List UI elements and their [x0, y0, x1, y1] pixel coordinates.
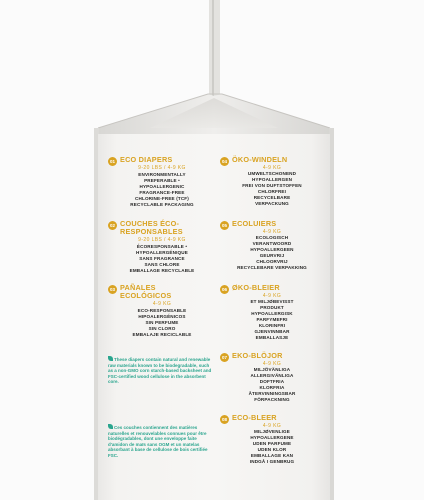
feature-line: ET MILJØBEVISST [250, 299, 294, 304]
block-title: ÖKO-WINDELN [232, 155, 288, 164]
feature-line: ÅTERVINNINGSBAR [248, 391, 296, 396]
seal-strip [209, 0, 220, 98]
block-title-line2: RESPONSABLES [120, 227, 183, 236]
feature-line: EMBALLASJE [255, 335, 289, 340]
eco-note-fr [108, 424, 212, 459]
feature-line: HYPOALLERGEN [251, 177, 293, 182]
number-badge: 04 [221, 159, 227, 164]
feature-line: SIN CLORO [148, 326, 176, 331]
weight-range: 9-20 LBS / 4-9 KG [138, 165, 186, 171]
feature-line: INDGÅ I GENBRUG [249, 459, 295, 464]
feature-line: VERPACKUNG [255, 201, 289, 206]
block-title: ØKO-BLEIER [232, 283, 280, 292]
feature-line: KLORINFRI [258, 323, 286, 328]
feature-line: PRODUKT [260, 305, 284, 310]
feature-line: RECYCELBARE [253, 195, 291, 200]
block-title: ECOLUIERS [232, 219, 277, 228]
weight-range: 9-20 LBS / 4-9 KG [138, 237, 186, 243]
feature-line: GEURVRIJ [259, 253, 285, 258]
block-title: EKO-BLÖJOR [232, 351, 283, 360]
feature-line: UDEN PARFUME [252, 441, 292, 446]
feature-line: CHLOORVRIJ [256, 259, 288, 264]
eco-note-text: Ces couches contiennent des matières naturelles et renouvelables connues pour être biodégradables, dont une enveloppe faite d'amidon de maïs sans OGM et un matelas absorbant à base de cellulose de bois certifiée FSC. [108, 425, 208, 458]
number-badge: 07 [221, 355, 227, 360]
weight-range: 4-9 KG [262, 293, 282, 299]
feature-line: MILJÖVÄNLIGA [253, 367, 291, 372]
feature-line: ECO-RESPONSABLE [137, 308, 187, 313]
feature-line: SIN PERFUME [145, 320, 179, 325]
feature-line: HYPOALLERGISK [251, 311, 293, 316]
feature-line: RECYCLEBARE VERPAKKING [237, 265, 307, 270]
feature-line: ALLERGIVÄNLIGA [250, 373, 294, 378]
feature-line: CHLORFREI [257, 189, 287, 194]
feature-line: HYPOALLERGENIC [139, 184, 185, 189]
feature-line: ENVIRONMENTALLY [138, 172, 186, 177]
feature-line: ECOLOGISCH [255, 235, 289, 240]
block-title: PAÑALES [120, 283, 156, 292]
block-title: COUCHES ÉCO- [120, 219, 180, 228]
feature-line: HYPOALLERGENE [250, 435, 294, 440]
info-panel [98, 134, 330, 500]
feature-line: CHLORINE-FREE (TCF) [135, 196, 189, 201]
feature-line: FREI VON DUFTSTOFFEN [242, 183, 302, 188]
weight-range: 4-9 KG [262, 423, 282, 429]
block-title: ECO DIAPERS [120, 155, 173, 164]
feature-line: KLORFRIA [259, 385, 285, 390]
feature-line: FRAGRANCE-FREE [139, 190, 185, 195]
feature-line: UMWELTSCHONEND [247, 171, 297, 176]
feature-line: VERANTWOORD [252, 241, 292, 246]
feature-line: SANS FRAGRANCE [139, 256, 185, 261]
feature-line: EMBALAJE RECICLABLE [132, 332, 192, 337]
number-badge: 01 [109, 159, 115, 164]
feature-line: GJENVINNBAR [254, 329, 290, 334]
number-badge: 02 [109, 223, 115, 228]
feature-line: HYPOALLERGEEN [250, 247, 294, 252]
eco-note-en [108, 356, 212, 385]
weight-range: 4-9 KG [152, 301, 172, 307]
weight-range: 4-9 KG [262, 229, 282, 235]
number-badge: 03 [109, 287, 115, 292]
feature-line: ÉCORESPONSABLE • [136, 244, 188, 249]
feature-line: HYPOALLERGÉNIQUE [136, 250, 188, 255]
feature-line: PREFERABLE • [144, 178, 180, 183]
weight-range: 4-9 KG [262, 165, 282, 171]
feature-line: FÖRPACKNING [254, 397, 290, 402]
leaf-icon [108, 424, 113, 429]
number-badge: 06 [221, 287, 227, 292]
block-title-line2: ECOLÓGICOS [120, 291, 172, 300]
block-title: ECO-BLEER [232, 413, 277, 422]
feature-line: EMBALLAGE KAN [250, 453, 294, 458]
feature-line: RECYCLABLE PACKAGING [130, 202, 194, 207]
feature-line: UDEN KLOR [257, 447, 287, 452]
feature-line: SANS CHLORE [144, 262, 180, 267]
feature-line: MILJØVENLIGE [253, 429, 290, 434]
feature-line: DOFTFRIA [259, 379, 285, 384]
number-badge: 05 [221, 223, 227, 228]
weight-range: 4-9 KG [262, 361, 282, 367]
feature-line: HIPOALERGÉNICOS [138, 314, 186, 319]
eco-note-text: These diapers contain natural and renewable raw materials known to be biodegradable, such as a non-GMO corn starch-based backsheet and FSC-certified wood cellulose in the absorbent core. [108, 357, 212, 385]
number-badge: 08 [221, 417, 227, 422]
feature-line: EMBALLAGE RECYCLABLE [129, 268, 195, 273]
leaf-icon [108, 356, 113, 361]
feature-line: PARFYMEFRI [256, 317, 288, 322]
